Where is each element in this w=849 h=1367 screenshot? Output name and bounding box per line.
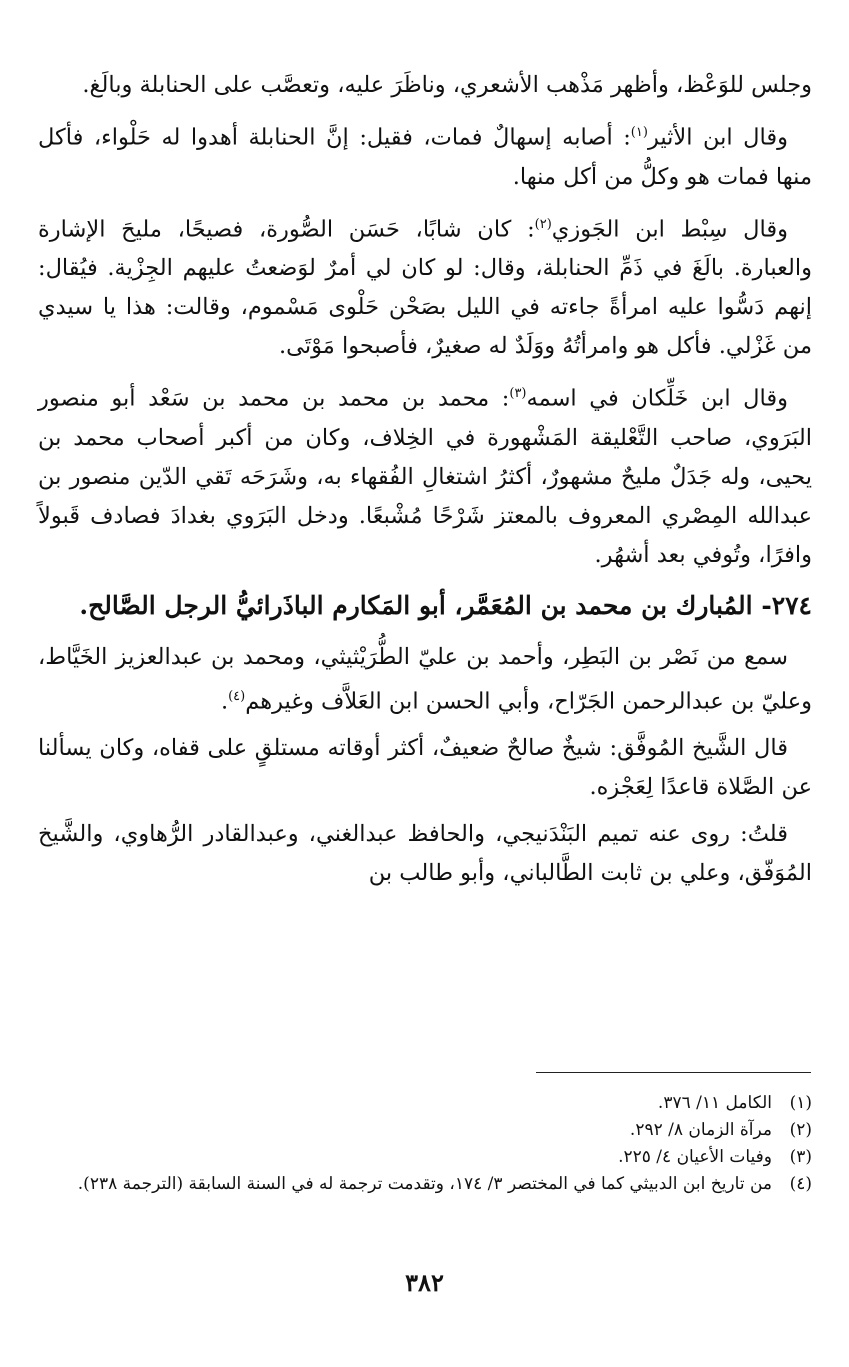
footnote-number: (٣) xyxy=(789,1147,812,1167)
footnote-number: (٢) xyxy=(789,1120,812,1140)
footnote-3 xyxy=(38,1144,812,1171)
paragraph-5-end: . xyxy=(220,688,229,714)
footnote-text: مرآة الزمان ٨/ ٢٩٢. xyxy=(629,1120,772,1140)
footnote-2 xyxy=(38,1117,812,1144)
paragraph-4-lead: وقال ابن خَلِّكان في اسمه xyxy=(526,385,788,412)
page-number: ٣٨٢ xyxy=(405,1268,444,1297)
paragraph-2 xyxy=(38,113,812,197)
footnote-text: وفيات الأعيان ٤/ ٢٢٥. xyxy=(618,1147,772,1167)
footnote-divider xyxy=(536,1072,811,1073)
paragraph-4 xyxy=(38,374,812,575)
paragraph-2-lead: وقال ابن الأثير xyxy=(647,124,788,151)
footnote-text: الكامل ١١/ ٣٧٦. xyxy=(657,1093,772,1113)
paragraph-4-body: : محمد بن محمد بن محمد بن سَعْد أبو منصور البَرَوي، صاحب التَّعْليقة المَشْهورة في الخِلاف، وكان من أكبر أصحاب محمد بن يحيى، وله جَدَلٌ مليحٌ مشهورٌ، أكثرُ اشتغالِ الفُقهاء به، وشَرَحَه تَقي الدّين منصور بن عبدالله المِصْري المعروف بالمعتز شَرْحًا مُشْبعًا. ودخل البَرَوي بغدادَ فصادف قَبولاً وافرًا، وتُوفي بعد أشهُر. xyxy=(38,385,812,568)
footnote-4 xyxy=(38,1171,812,1198)
footnote-1 xyxy=(38,1090,812,1117)
paragraph-3-lead: وقال سِبْط ابن الجَوزي xyxy=(551,216,788,242)
paragraph-3 xyxy=(38,205,812,367)
footnote-ref-3[interactable]: (٣) xyxy=(509,386,527,401)
footnote-ref-1[interactable]: (١) xyxy=(630,125,648,140)
paragraph-7: قلتُ: روى عنه تميم البَنْدَنيجي، والحافظ عبدالغني، وعبدالقادر الرُّهاوي، والشَّيخ المُوَفّق، وعلي بن ثابت الطَّالباني، وأبو طالب بن xyxy=(38,821,812,886)
footnotes xyxy=(38,1090,812,1198)
paragraph-5-body: سمع من نَصْر بن البَطِر، وأحمد بن عليّ الطُّرَيْثيثي، ومحمد بن عبدالعزيز الخَيَّاط، وعليّ بن عبدالرحمن الجَرّاح، وأبي الحسن ابن العَلاَّف وغيرهم xyxy=(38,643,812,714)
paragraph-5 xyxy=(38,638,812,722)
paragraph-3-body: : كان شابًا، حَسَن الصُّورة، فصيحًا، مليحَ الإشارة والعبارة. بالَغَ في ذَمِّ الحنابلة، وقال: لو كان لي أمرٌ لوَضعتُ عليهم الجِزْية. فيُقال: إنهم دَسُّوا عليه امرأةً جاءته في الليل بصَحْن حَلْوى مَسْموم، وقالت: هذا يا سيدي من غَزْلي. فأكل هو وامرأتُهُ ووَلَدٌ له صغيرٌ، فأصبحوا مَوْتَى. xyxy=(38,216,812,359)
footnote-number: (١) xyxy=(789,1093,812,1113)
paragraph-6: قال الشَّيخ المُوفَّق: شيخٌ صالحٌ ضعيفٌ، أكثر أوقاته مستلقٍ على قفاه، وكان يسألنا عن الصَّلاة قاعدًا لِعَجْزه. xyxy=(38,735,812,800)
footnote-ref-4[interactable]: (٤) xyxy=(228,688,246,704)
paragraph-1: وجلس للوَعْظ، وأظهر مَذْهب الأشعري، وناظَرَ عليه، وتعصَّب على الحنابلة وبالَغ. xyxy=(82,72,812,98)
main-text xyxy=(38,66,812,901)
paragraph-2-body: : أصابه إسهالٌ فمات، فقيل: إنَّ الحنابلة أهدوا له حَلْواء، فأكل منها فمات هو وكلُّ من أكل منها. xyxy=(38,124,812,190)
entry-heading: ٢٧٤- المُبارك بن محمد بن المُعَمَّر، أبو المَكارم الباذَرائيُّ الرجل الصَّالح. xyxy=(79,590,812,620)
footnote-text: من تاريخ ابن الدبيثي كما في المختصر ٣/ ١٧٤، وتقدمت ترجمة له في السنة السابقة (الترجمة ٢٣٨). xyxy=(77,1174,772,1194)
footnote-ref-2[interactable]: (٢) xyxy=(534,216,552,232)
footnote-number: (٤) xyxy=(789,1174,812,1194)
